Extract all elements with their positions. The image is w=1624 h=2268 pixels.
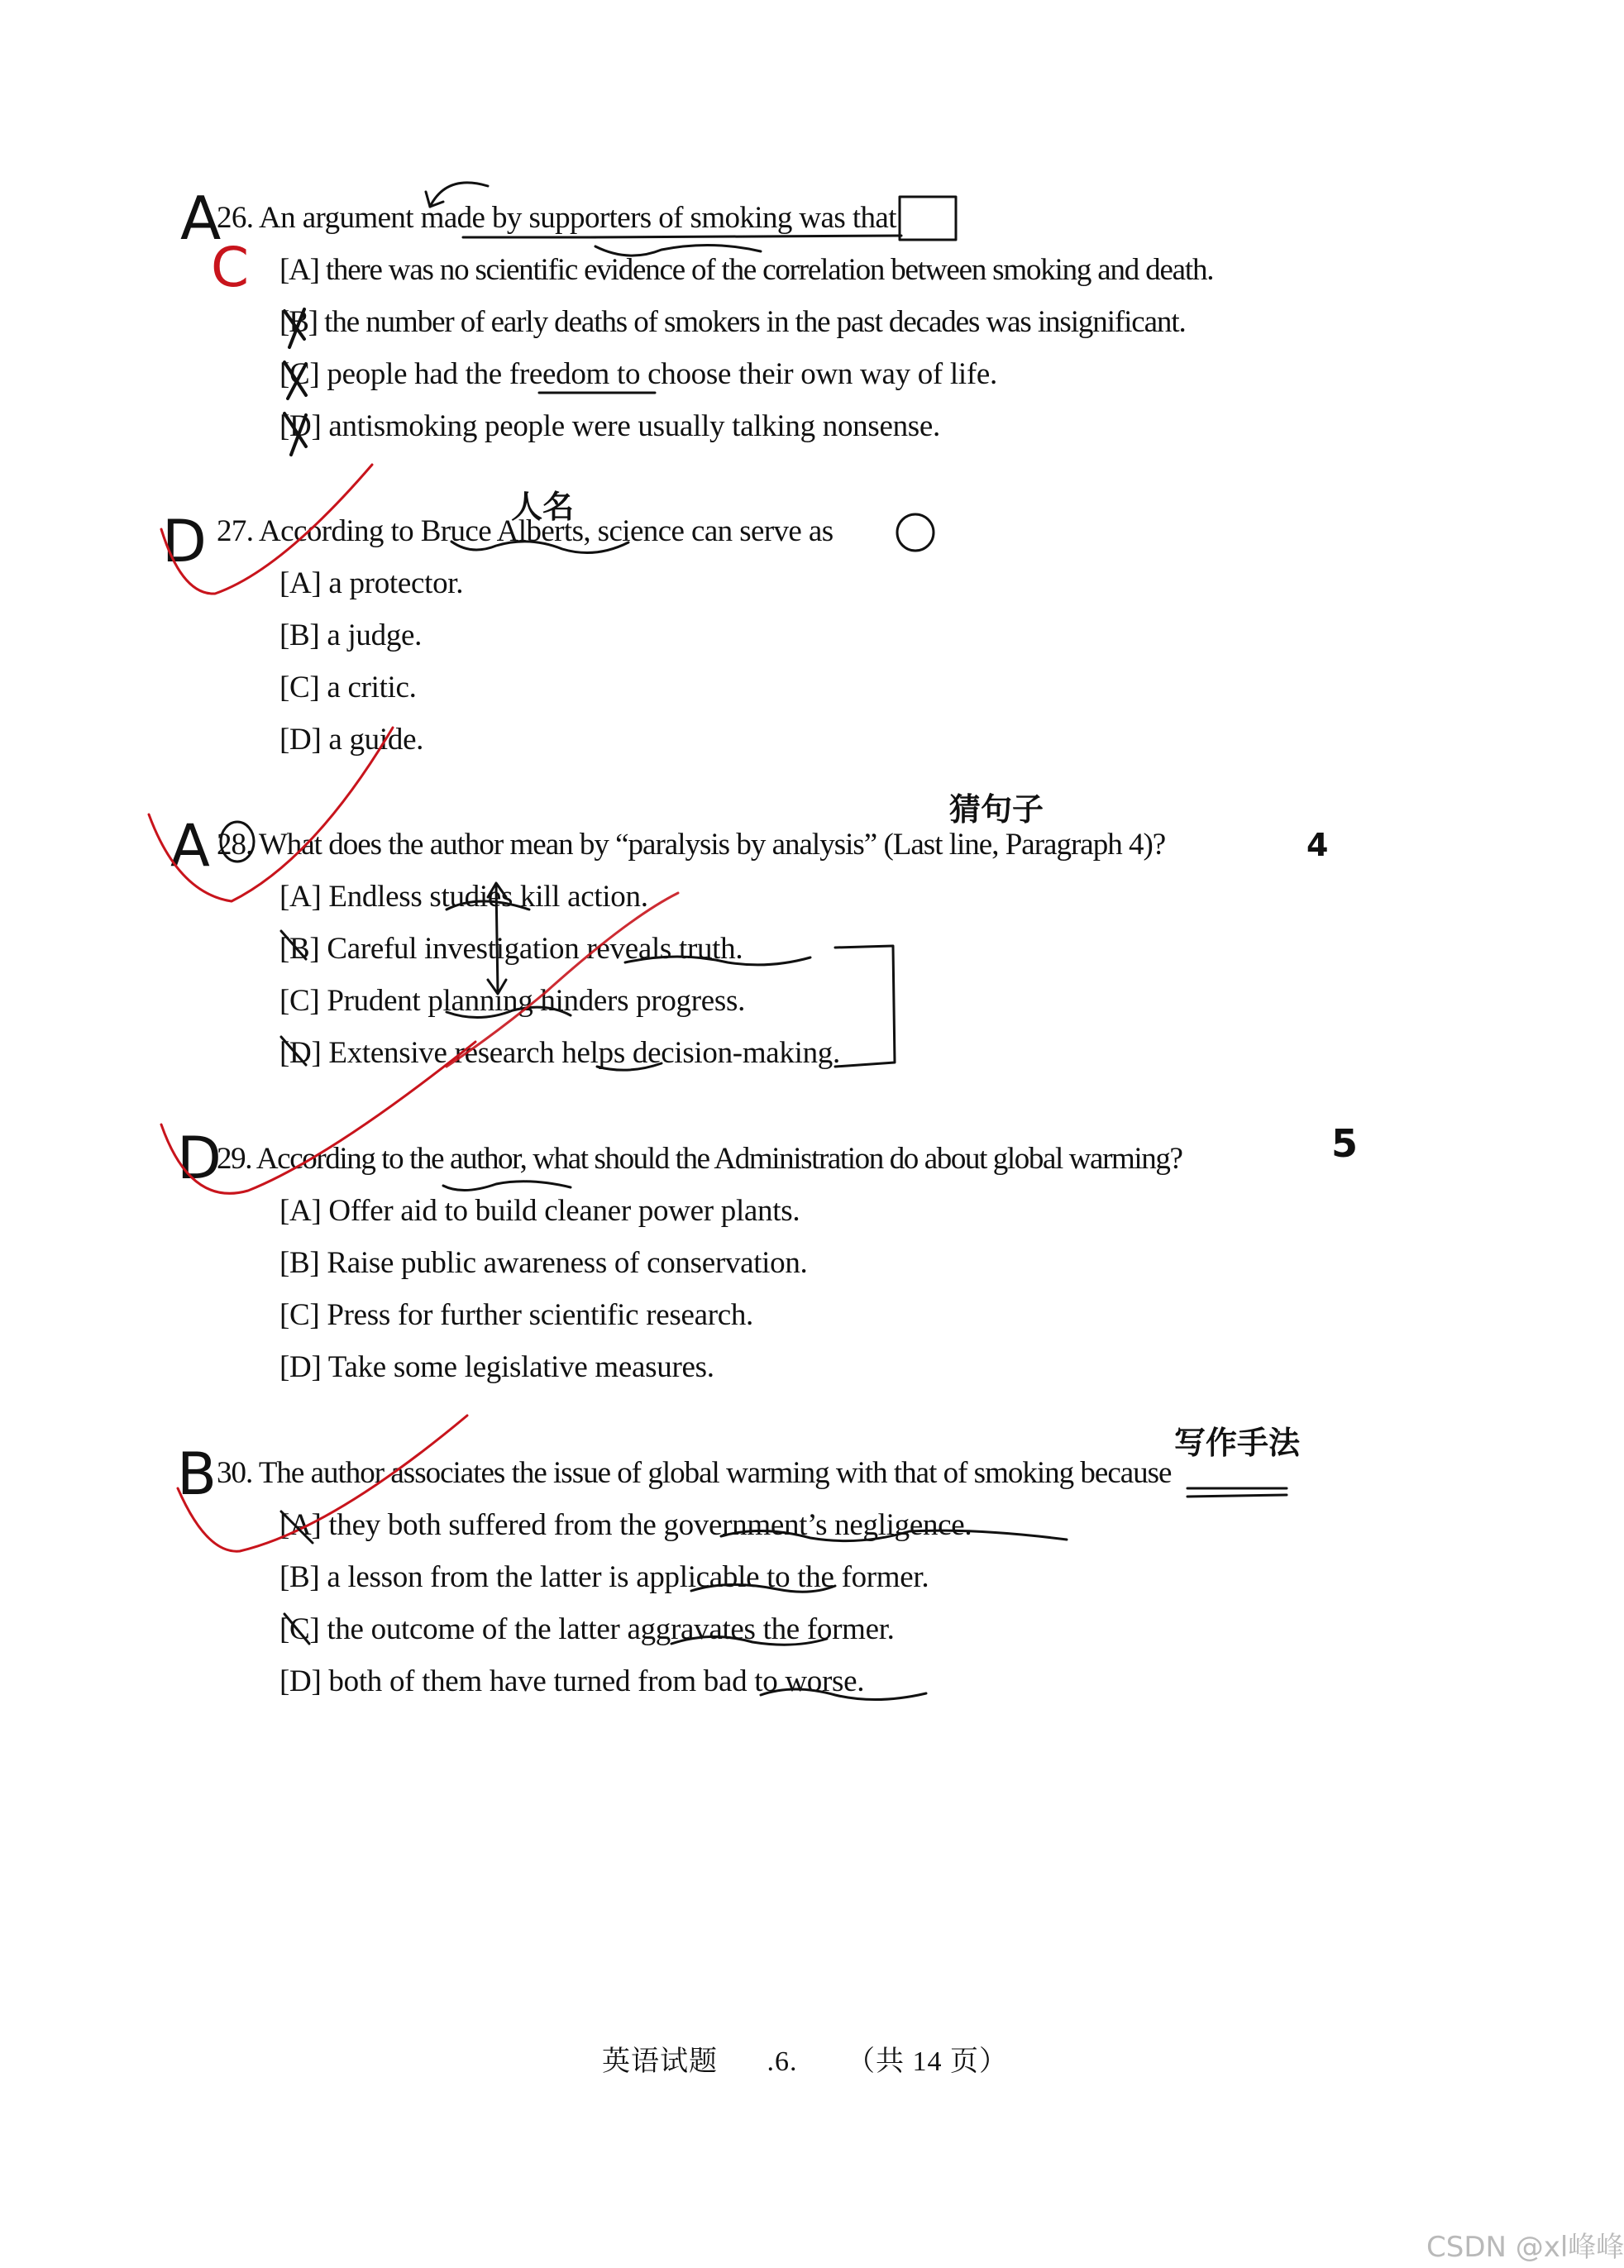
handwritten-note: 写作手法 (1174, 1425, 1301, 1461)
question-stem: 26. An argument made by supporters of smoking was that (217, 201, 896, 235)
option-c: [C] the outcome of the latter aggravates the former. (279, 1612, 895, 1646)
question-stem: 28. What does the author mean by “paralysis by analysis” (Last line, Paragraph 4)? (217, 828, 1166, 862)
option-c: [C] a critic. (279, 671, 417, 704)
footer-page-number: .6. (767, 2046, 798, 2077)
watermark: CSDN @xl峰峰 (1426, 2231, 1624, 2264)
handwritten-answer: B (177, 1440, 217, 1508)
option-a: [A] Offer aid to build cleaner power plants. (279, 1194, 800, 1228)
question-stem: 30. The author associates the issue of global warming with that of smoking because (217, 1456, 1172, 1490)
footer-total-pages: （共 14 页） (847, 2046, 1008, 2077)
option-d: [D] antismoking people were usually talking nonsense. (279, 409, 940, 443)
option-a: [A] a protector. (279, 566, 464, 600)
box-mark (900, 197, 956, 240)
option-a: [A] they both suffered from the government’s negligence. (279, 1508, 972, 1542)
handwritten-paragraph-number: 4 (1306, 827, 1329, 863)
option-c: [C] Press for further scientific research. (279, 1298, 753, 1332)
option-c: [C] Prudent planning hinders progress. (279, 984, 746, 1018)
question-stem: 27. According to Bruce Alberts, science can serve as (217, 514, 833, 548)
option-d: [D] both of them have turned from bad to worse. (279, 1664, 865, 1698)
handwritten-paragraph-number: 5 (1331, 1121, 1359, 1166)
page-footer (602, 2038, 1049, 2079)
handwritten-note: 人名 (511, 489, 575, 525)
handwritten-answer: C (211, 236, 250, 299)
option-d: [D] Take some legislative measures. (279, 1350, 714, 1384)
wavy-underline (443, 1182, 571, 1191)
underline-mark (589, 236, 901, 237)
handwritten-answer: D (162, 508, 207, 575)
bracket-mark (835, 946, 895, 1067)
option-b: [B] the number of early deaths of smokers in the past decades was insignificant. (279, 305, 1186, 339)
option-b: [B] a lesson from the latter is applicable to the former. (279, 1560, 929, 1594)
handwritten-answer: A (170, 812, 210, 880)
option-b: [B] a judge. (279, 618, 423, 652)
option-b: [B] Raise public awareness of conservation. (279, 1246, 808, 1280)
underline-mark (1187, 1488, 1287, 1497)
option-b: [B] Careful investigation reveals truth. (279, 932, 743, 966)
circle-mark (897, 514, 934, 551)
option-d: [D] a guide. (279, 723, 424, 757)
question-stem: 29. According to the author, what should the Administration do about global warming? (217, 1142, 1182, 1176)
handwritten-answer: D (177, 1124, 222, 1192)
handwritten-note: 猜句子 (949, 791, 1044, 828)
option-a: [A] there was no scientific evidence of the correlation between smoking and death. (279, 253, 1214, 287)
option-c: [C] people had the freedom to choose their own way of life. (279, 357, 997, 391)
handwritten-wrong-answer: A (180, 184, 222, 253)
option-d: [D] Extensive research helps decision-making. (279, 1036, 840, 1070)
footer-subject: 英语试题 (602, 2046, 718, 2077)
option-a: [A] Endless studies kill action. (279, 880, 648, 914)
